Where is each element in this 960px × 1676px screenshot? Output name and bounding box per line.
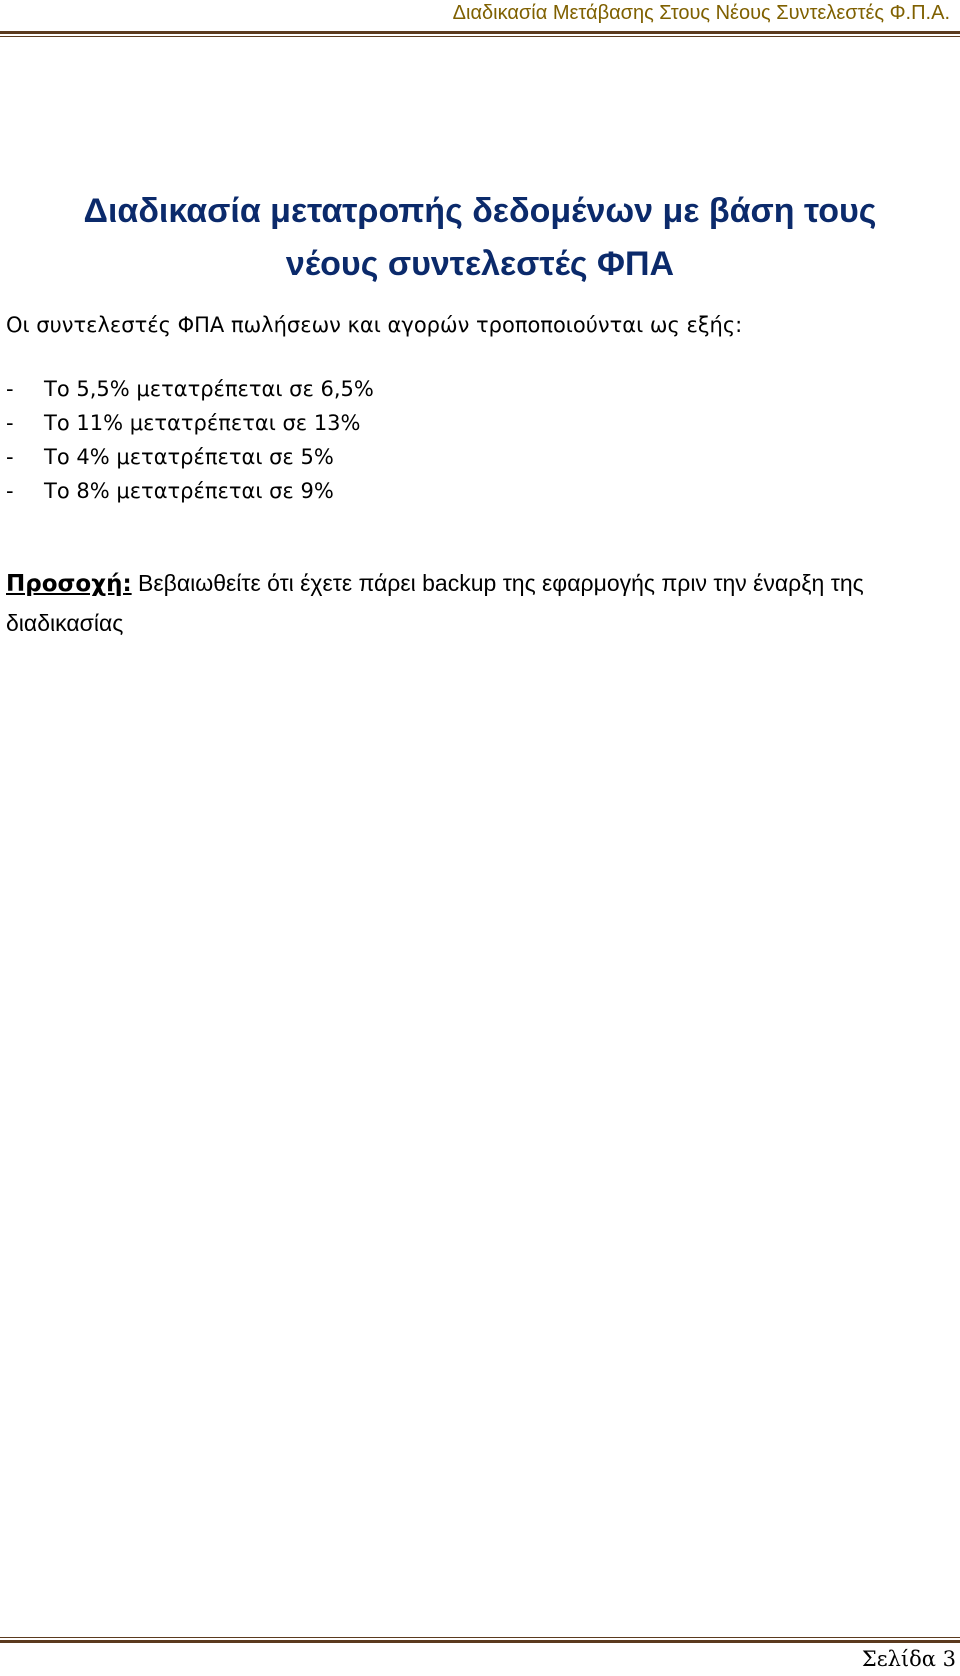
rate-change-list: [6, 372, 374, 508]
list-item-text: Το 4% μετατρέπεται σε 5%: [44, 445, 334, 469]
header-rule: [0, 31, 960, 37]
list-bullet: -: [6, 411, 14, 435]
list-bullet: -: [6, 445, 14, 469]
list-item-text: Το 11% μετατρέπεται σε 13%: [44, 411, 361, 435]
list-item: [6, 440, 374, 474]
notice-text: Βεβαιωθείτε ότι έχετε πάρει backup της εφαρμογής πριν την έναρξη της διαδικασίας: [6, 570, 864, 636]
footer-rule: [0, 1637, 960, 1643]
list-item: [6, 406, 374, 440]
page-number: Σελίδα 3: [861, 1647, 956, 1671]
list-bullet: -: [6, 377, 14, 401]
list-bullet: -: [6, 479, 14, 503]
list-item: [6, 474, 374, 508]
running-header: Διαδικασία Μετάβασης Στους Νέους Συντελεστές Φ.Π.Α.: [452, 2, 950, 24]
list-item: [6, 372, 374, 406]
document-title-line-2: νέους συντελεστές ΦΠΑ: [285, 245, 675, 283]
document-title: [0, 185, 960, 291]
document-title-line-1: Διαδικασία μετατροπής δεδομένων με βάση τους: [83, 192, 877, 230]
notice-label: Προσοχή:: [6, 571, 132, 597]
list-item-text: Το 5,5% μετατρέπεται σε 6,5%: [44, 377, 374, 401]
list-item-text: Το 8% μετατρέπεται σε 9%: [44, 479, 334, 503]
intro-paragraph: Οι συντελεστές ΦΠΑ πωλήσεων και αγορών τροποποιούνται ως εξής:: [6, 313, 743, 337]
backup-notice: [6, 564, 936, 643]
